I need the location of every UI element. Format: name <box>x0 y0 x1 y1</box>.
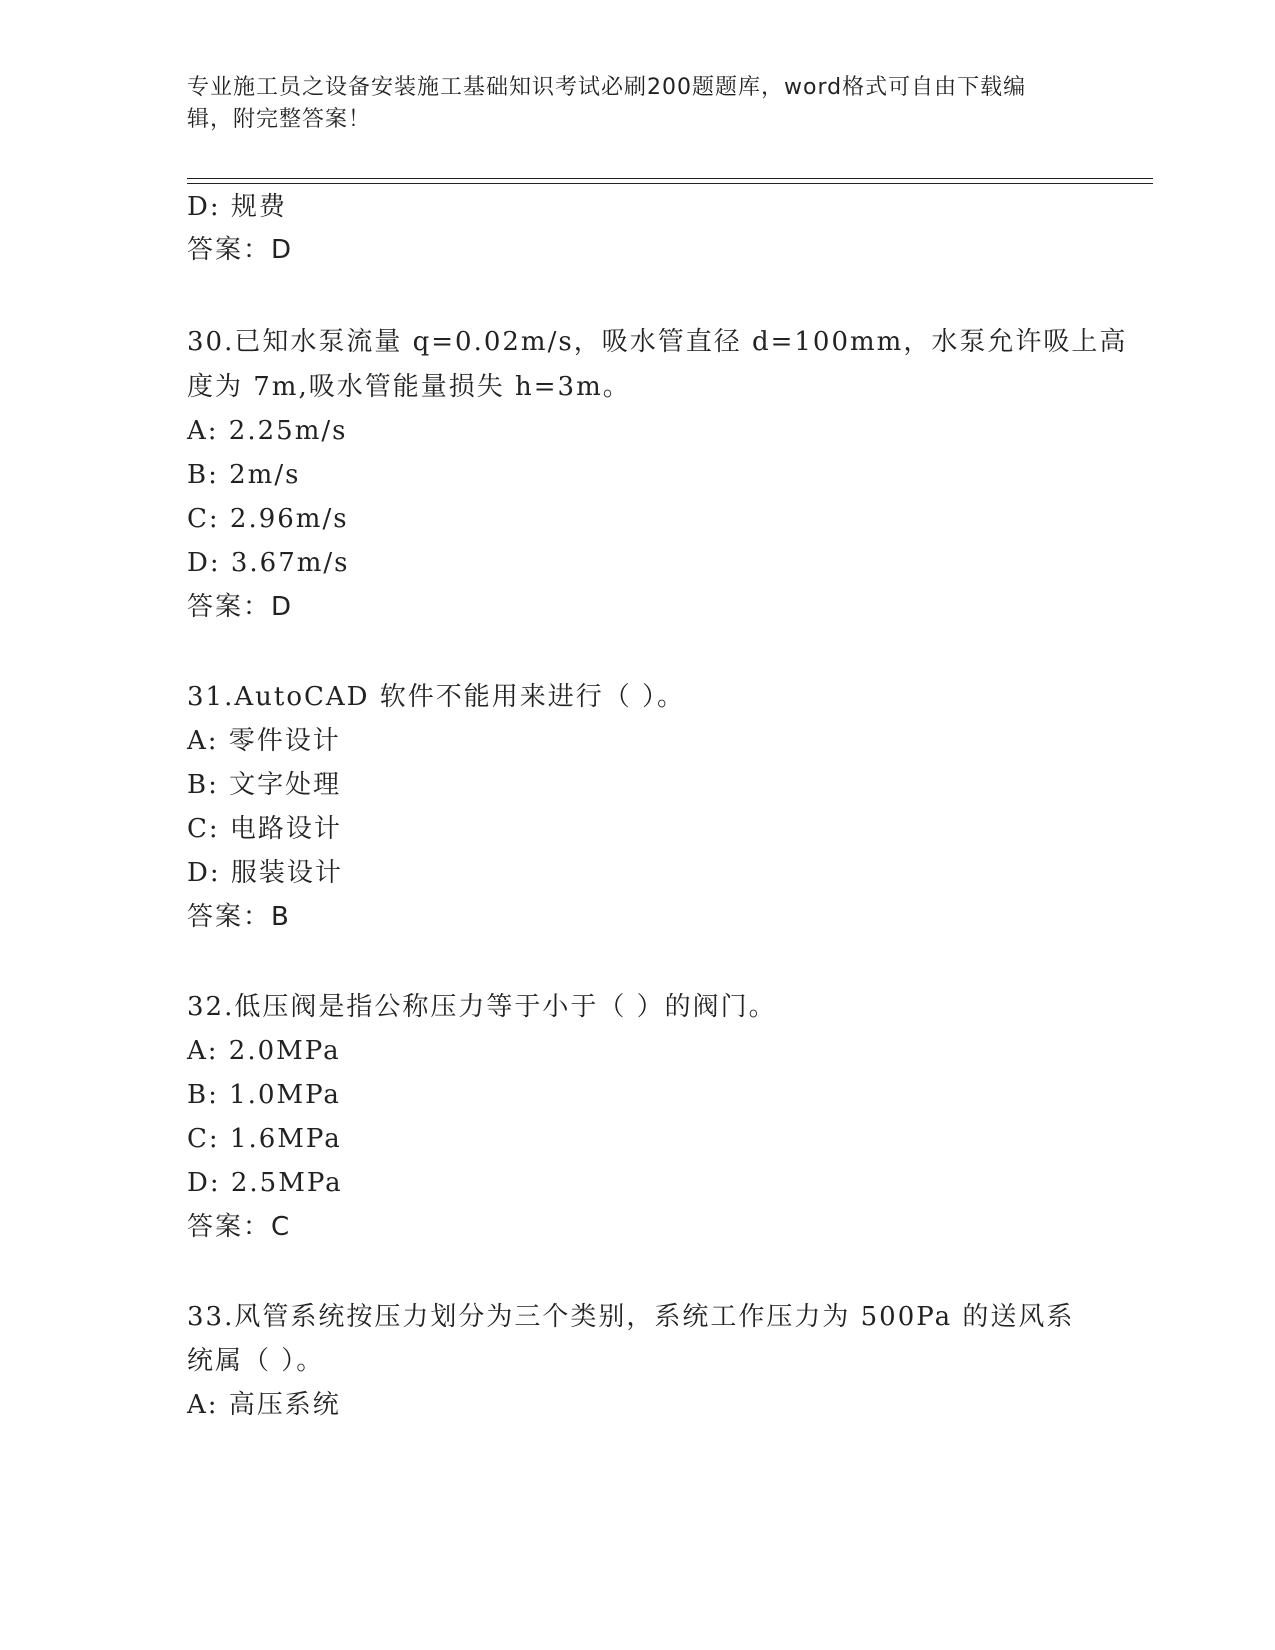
option-d: D: 2.5MPa <box>187 1168 343 1198</box>
question-stem: 31.AutoCAD 软件不能用来进行（ ）。 <box>187 682 686 712</box>
option-b: B: 文字处理 <box>187 770 342 800</box>
option-d: D: 服装设计 <box>187 858 343 888</box>
answer-text: 答案：B <box>187 902 291 932</box>
answer-text: 答案：D <box>187 592 294 622</box>
question-stem: 32.低压阀是指公称压力等于小于（ ）的阀门。 <box>187 992 777 1022</box>
answer-text: 答案：D <box>187 235 294 265</box>
question-stem-continued: 度为 7m,吸水管能量损失 h=3m。 <box>187 372 631 402</box>
option-b: B: 2m/s <box>187 460 301 490</box>
option-a: A: 2.25m/s <box>187 416 348 446</box>
question-stem: 30.已知水泵流量 q=0.02m/s，吸水管直径 d=100mm，水泵允许吸上高 <box>187 327 1128 357</box>
option-c: C: 2.96m/s <box>187 504 349 534</box>
option-b: B: 1.0MPa <box>187 1080 341 1110</box>
answer-text: 答案：C <box>187 1212 292 1242</box>
option-a: A: 2.0MPa <box>187 1036 341 1066</box>
question-stem: 33.风管系统按压力划分为三个类别，系统工作压力为 500Pa 的送风系 <box>187 1302 1075 1332</box>
option-a: A: 零件设计 <box>187 726 341 756</box>
option-c: C: 电路设计 <box>187 814 342 844</box>
question-stem-continued: 统属（ ）。 <box>187 1346 325 1376</box>
option-d: D: 3.67m/s <box>187 548 350 578</box>
option-d: D: 规费 <box>187 192 287 222</box>
document-header <box>187 72 1067 136</box>
option-c: C: 1.6MPa <box>187 1124 342 1154</box>
header-divider-bottom <box>187 183 1153 184</box>
header-divider-top <box>187 178 1153 179</box>
document-title: 专业施工员之设备安装施工基础知识考试必刷200题题库，word格式可自由下载编辑，附完整答案！ <box>187 75 1027 132</box>
option-a: A: 高压系统 <box>187 1390 341 1420</box>
